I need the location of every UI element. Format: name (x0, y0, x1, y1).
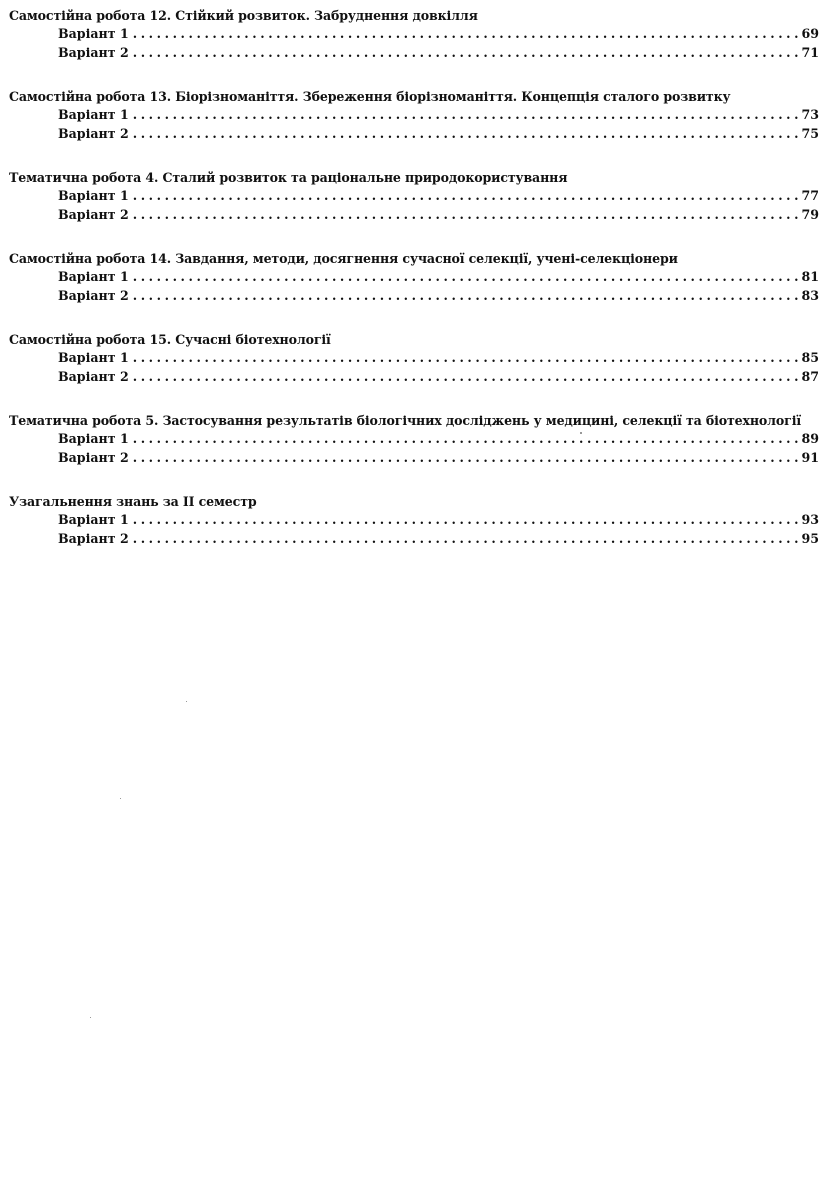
table-of-contents (9, 6, 819, 573)
dot-leader (133, 511, 800, 530)
toc-section (9, 87, 819, 143)
dot-leader (133, 430, 800, 449)
dot-leader (133, 349, 800, 368)
section-title: Самостійна робота 15. Сучасні біотехнології (9, 332, 331, 347)
toc-entry (9, 106, 819, 125)
page-number: 79 (801, 206, 819, 222)
page-number: 85 (801, 350, 819, 365)
toc-entry (9, 268, 819, 287)
toc-entry (9, 287, 819, 306)
dot-leader (133, 106, 800, 125)
entry-label: Варіант 2 (58, 206, 129, 222)
entry-label: Варіант 1 (58, 107, 129, 122)
section-title: Тематична робота 4. Сталий розвиток та раціональне природокористування (9, 170, 568, 185)
toc-entry (9, 349, 819, 368)
dot-leader (133, 125, 800, 144)
page-number: 81 (801, 269, 819, 284)
section-title: Самостійна робота 13. Біорізноманіття. Збереження біорізноманіття. Концепція сталого розвитку (9, 89, 731, 104)
toc-entry (9, 187, 819, 206)
page-number: 83 (801, 287, 819, 303)
entry-label: Варіант 2 (58, 449, 129, 465)
entry-label: Варіант 2 (58, 125, 129, 141)
scan-speck (90, 1017, 91, 1018)
toc-entry (9, 368, 819, 387)
toc-entry (9, 125, 819, 144)
section-title: Самостійна робота 12. Стійкий розвиток. Забруднення довкілля (9, 8, 478, 23)
toc-entry (9, 530, 819, 549)
entry-label: Варіант 1 (58, 512, 129, 527)
page-number: 91 (801, 449, 819, 465)
entry-label: Варіант 1 (58, 26, 129, 41)
section-title: Тематична робота 5. Застосування результатів біологічних досліджень у медицині, селекції та біотехнології (9, 413, 801, 428)
dot-leader (133, 187, 800, 206)
toc-entry (9, 206, 819, 225)
entry-label: Варіант 1 (58, 188, 129, 203)
dot-leader (133, 25, 800, 44)
dot-leader (133, 206, 800, 225)
dot-leader (133, 44, 800, 63)
page-number: 75 (801, 125, 819, 141)
dot-leader (133, 287, 800, 306)
toc-section (9, 330, 819, 386)
toc-section (9, 6, 819, 62)
entry-label: Варіант 1 (58, 269, 129, 284)
dot-leader (133, 368, 800, 387)
toc-section (9, 411, 819, 467)
entry-label: Варіант 2 (58, 368, 129, 384)
entry-label: Варіант 2 (58, 530, 129, 546)
page-number: 93 (801, 512, 819, 527)
page-number: 95 (801, 530, 819, 546)
toc-entry (9, 430, 819, 449)
toc-entry (9, 511, 819, 530)
scan-speck (120, 798, 121, 799)
toc-entry (9, 449, 819, 468)
page-number: 89 (801, 431, 819, 446)
toc-section (9, 168, 819, 224)
entry-label: Варіант 1 (58, 350, 129, 365)
dot-leader (133, 530, 800, 549)
dot-leader (133, 268, 800, 287)
scan-speck (580, 432, 582, 434)
section-title: Узагальнення знань за II семестр (9, 494, 257, 509)
page-number: 71 (801, 44, 819, 60)
dot-leader (133, 449, 800, 468)
page-number: 69 (801, 26, 819, 41)
toc-entry (9, 25, 819, 44)
entry-label: Варіант 1 (58, 431, 129, 446)
toc-entry (9, 44, 819, 63)
entry-label: Варіант 2 (58, 44, 129, 60)
toc-section (9, 492, 819, 548)
section-title: Самостійна робота 14. Завдання, методи, досягнення сучасної селекції, учені-селекціонери (9, 251, 678, 266)
page-number: 73 (801, 107, 819, 122)
page-number: 87 (801, 368, 819, 384)
entry-label: Варіант 2 (58, 287, 129, 303)
toc-section (9, 249, 819, 305)
scan-speck (186, 701, 187, 702)
page-number: 77 (801, 188, 819, 203)
